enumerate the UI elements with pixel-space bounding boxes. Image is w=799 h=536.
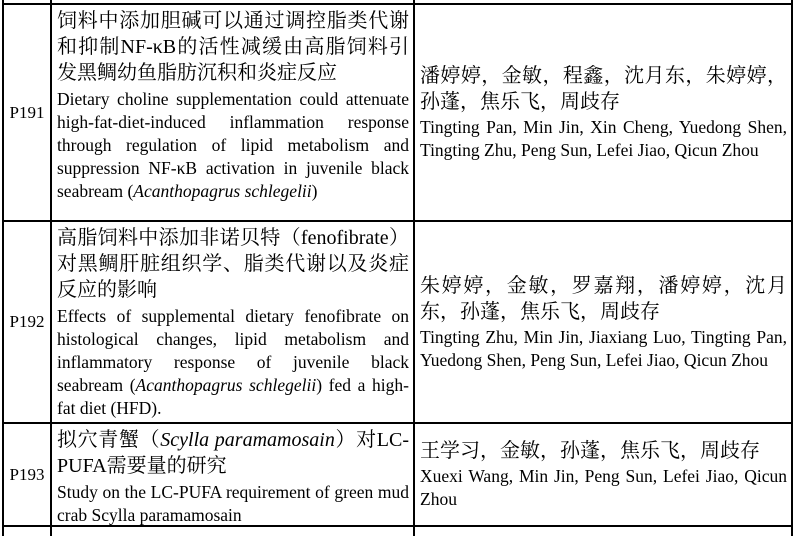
paper-authors-en: Xuexi Wang, Min Jin, Peng Sun, Lefei Jiao, Qicun Zhou (420, 466, 787, 509)
paper-id: P191 (4, 5, 52, 220)
paper-authors-zh: 王学习，金敏，孙蓬，焦乐飞，周歧存 (420, 440, 760, 462)
paper-id-cell (4, 527, 52, 536)
paper-id-cell (4, 0, 52, 3)
title-cell (52, 527, 415, 536)
title-cell (52, 222, 415, 422)
title-cell (52, 424, 415, 525)
table-row (4, 5, 791, 222)
title-cell (52, 0, 415, 3)
paper-title-zh: 拟穴青蟹（Scylla paramamosain）对LC-PUFA需要量的研究 (57, 429, 410, 477)
paper-title-en: Effects of supplemental dietary fenofibrate on histological changes, lipid metabolism and inflammatory response of juvenile black seabream (Acanthopagrus schlegelii) fed a high-fat diet (HFD). (57, 306, 409, 418)
paper-title-en: Study on the LC-PUFA requirement of green mud crab Scylla paramamosain (57, 482, 409, 525)
partial-row-bottom (4, 527, 791, 536)
paper-title-en: Dietary choline supplementation could attenuate high-fat-diet-induced inflammation response through regulation of lipid metabolism and suppression NF-κB activation in juvenile black seabream (Acanthopagrus schlegelii) (57, 89, 409, 201)
paper-authors-en: Tingting Zhu, Min Jin, Jiaxiang Luo, Tingting Pan, Yuedong Shen, Peng Sun, Lefei Jiao, Qicun Zhou (420, 326, 787, 370)
paper-title-zh: 高脂饲料中添加非诺贝特（fenofibrate）对黑鲷肝脏组织学、脂类代谢以及炎症反应的影响 (57, 227, 409, 301)
paper-authors-zh: 潘婷婷，金敏，程鑫，沈月东，朱婷婷，孙蓬，焦乐飞，周歧存 (420, 65, 787, 113)
authors-cell (415, 0, 791, 3)
title-cell (52, 5, 415, 220)
authors-cell (415, 527, 791, 536)
authors-cell (415, 222, 791, 422)
papers-table (2, 0, 793, 536)
paper-authors-en: Tingting Pan, Min Jin, Xin Cheng, Yuedong Shen, Tingting Zhu, Peng Sun, Lefei Jiao, Qicun Zhou (420, 117, 787, 160)
paper-id: P193 (4, 424, 52, 525)
table-row (4, 222, 791, 424)
authors-cell (415, 5, 791, 220)
table-row (4, 424, 791, 527)
paper-title-zh: 饲料中添加胆碱可以通过调控脂类代谢和抑制NF-κB的活性减缓由高脂饲料引发黑鲷幼鱼脂肪沉积和炎症反应 (57, 10, 409, 84)
authors-cell (415, 424, 791, 525)
paper-authors-zh: 朱婷婷，金敏，罗嘉翔，潘婷婷，沈月东，孙蓬，焦乐飞，周歧存 (420, 274, 787, 323)
paper-id: P192 (4, 222, 52, 422)
